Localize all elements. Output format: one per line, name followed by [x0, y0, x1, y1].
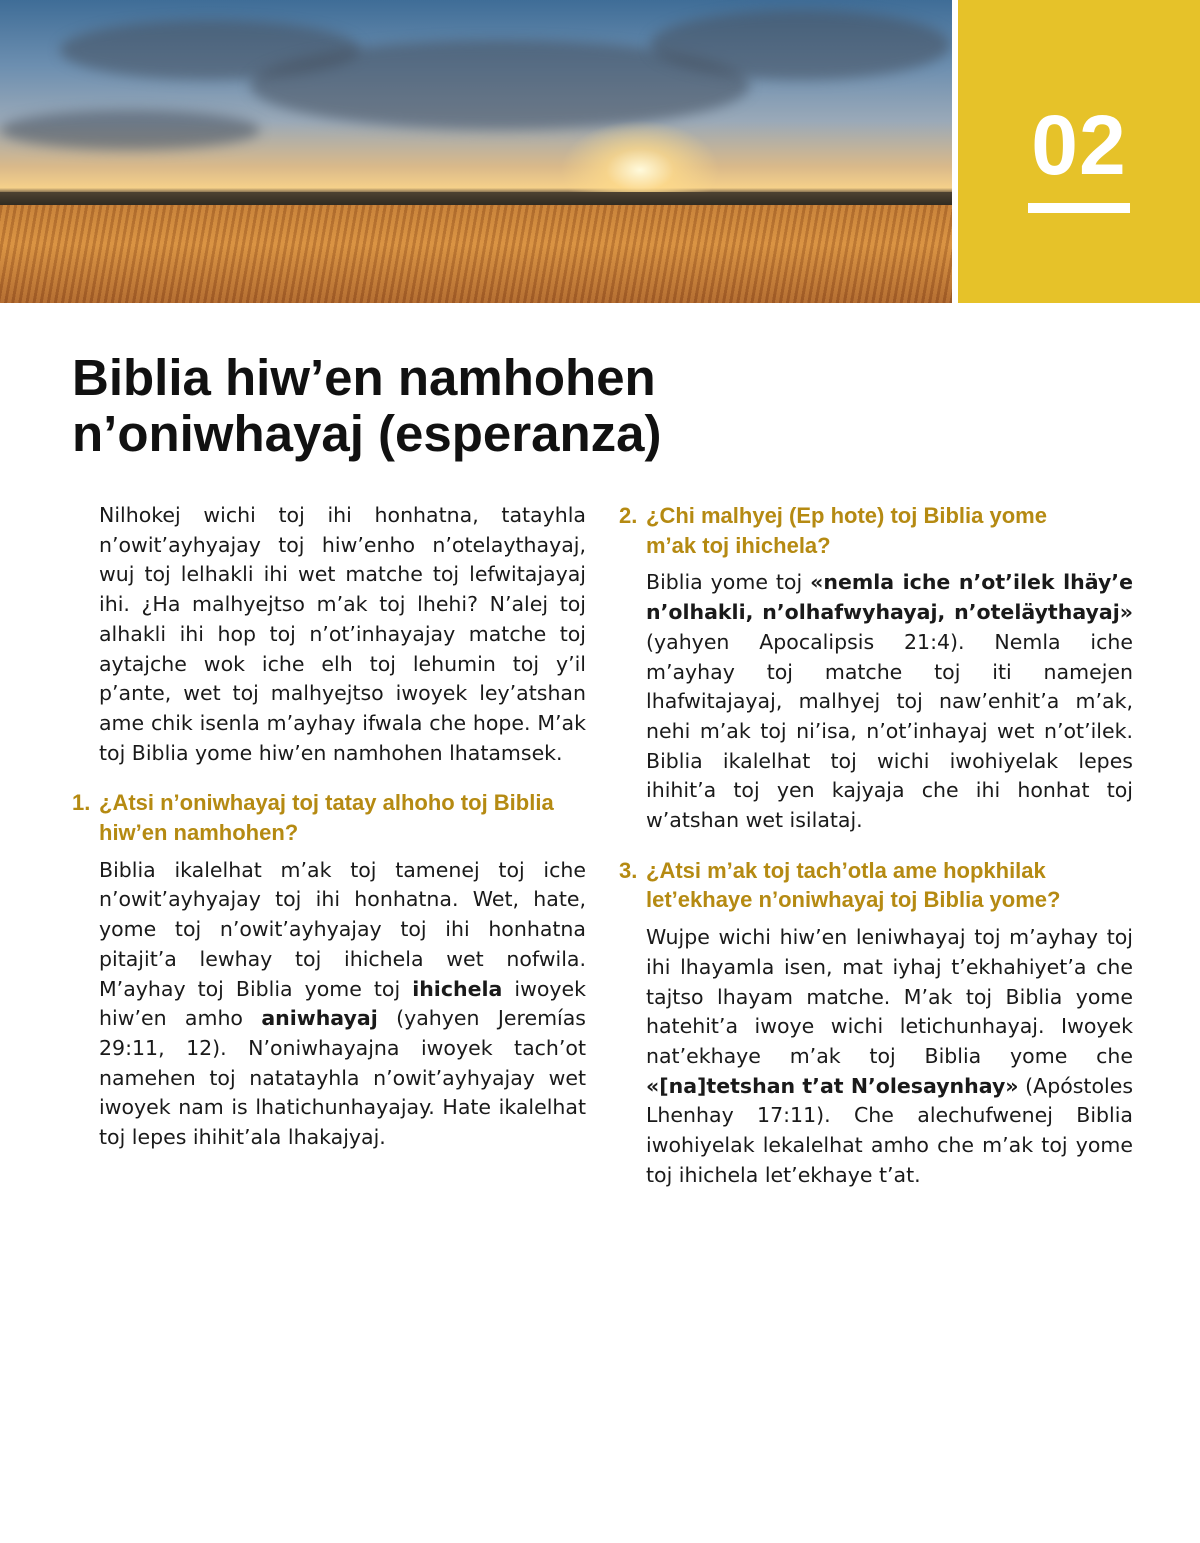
- question-3: [619, 856, 1133, 915]
- question-text: ¿Atsi n’oniwhayaj toj tatay alhoho toj Biblia hiw’en namhohen?: [99, 790, 554, 846]
- horizon: [0, 192, 952, 206]
- left-column: [72, 501, 586, 1153]
- question-number: 3.: [619, 857, 638, 883]
- text: iwoyek hiw’en amho: [99, 976, 586, 1031]
- question-number: 1.: [72, 790, 91, 816]
- header-photo-sunset-wheat-field: [0, 0, 952, 303]
- bold-text: «[na]tetshan t’at N’olesaynhay»: [646, 1073, 1019, 1098]
- chapter-underline: [1028, 203, 1130, 213]
- text: Biblia ikalelhat m’ak toj tamenej toj iche n’owit’ayhyajay toj ihi honhatna. Wet, hate, yome toj n’owit’ayhyajay toj ihi honhatna pitajit’a lewhay toj ihichela wet nofwila. M’ayhay toj Biblia yome toj: [99, 857, 586, 1001]
- bold-text: aniwhayaj: [261, 1006, 378, 1031]
- title-line-2: n’oniwhayaj (esperanza): [72, 405, 662, 462]
- cloud: [0, 110, 260, 150]
- cloud: [650, 10, 950, 80]
- page-title: [72, 350, 772, 462]
- intro-paragraph: Nilhokej wichi toj ihi honhatna, tatayhla n’owit’ayhyajay toj hiw’enho n’otelaythayaj, wuj toj lelhakli ihi wet matche toj lefwitajayaj ihi. ¿Ha malhyejtso m’ak toj lhehi? N’alej toj alhakli ihi hop toj n’ot’inhayajay matche toj aytajche wok iche elh toj lehumin toj y’il p’ante, wet toj malhyejtso iwoyek ley’atshan ame chik isenla m’ayhay ifwala che hope. M’ak toj Biblia yome hiw’en namhohen lhatamsek.: [99, 503, 586, 765]
- answer-1-paragraph: [72, 856, 586, 1153]
- right-column: [619, 501, 1133, 1190]
- text: (yahyen Apocalipsis 21:4). Nemla iche m’ayhay toj matche toj iti namejen lhafwitajayaj, malhyej toj naw’enhit’a m’ak, nehi m’ak toj ni’isa, n’ot’inhayaj wet n’ot’ilek. Biblia ikalelhat toj wichi iwohiyelak lepes ihihit’a toj yen kajyaja che ihi honhat toj w’atshan wet isilataj.: [646, 629, 1133, 833]
- chapter-badge: [958, 0, 1200, 303]
- title-line-1: Biblia hiw’en namhohen: [72, 349, 656, 406]
- wheat-field: [0, 205, 952, 303]
- text: (yahyen Jeremías 29:11, 12). N’oniwhayajna iwoyek tach’ot namehen toj natatayhla n’owit’ayhyajay wet iwoyek nam is lhatichunhayajay. Hate ikalelhat toj lepes ihihit’ala lhakajyaj.: [99, 1006, 586, 1150]
- bold-text: «nemla iche n’ot’ilek lhäy’e n’olhakli, n’olhafwyhayaj, n’oteläythayaj»: [646, 570, 1134, 625]
- text: (Apóstoles Lhenhay 17:11). Che alechufwenej Biblia iwohiyelak lekalelhat amho che m’ak toj yome toj ihichela let’ekhaye t’at.: [646, 1073, 1134, 1187]
- question-text: ¿Atsi m’ak toj tach’otla ame hopkhilak let’ekhaye n’oniwhayaj toj Biblia yome?: [646, 857, 1061, 913]
- text: Biblia yome toj: [646, 570, 811, 595]
- answer-2-paragraph: [619, 568, 1133, 835]
- question-text: ¿Chi malhyej (Ep hote) toj Biblia yome m’ak toj ihichela?: [646, 503, 1047, 558]
- text: Wujpe wichi hiw’en leniwhayaj toj m’ayhay toj ihi lhayamla isen, mat iyhaj t’ekhahiyet’a che tajtso lhayam matche. M’ak toj Biblia yome hatehit’a iwoye wichi letichunhayaj. Iwoyek nat’ekhaye m’ak toj Biblia yome che: [646, 925, 1133, 1068]
- chapter-number: 02: [1031, 98, 1127, 192]
- question-1: [72, 788, 586, 847]
- question-number: 2.: [619, 503, 638, 528]
- answer-3-paragraph: [619, 923, 1133, 1190]
- bold-text: ihichela: [412, 976, 503, 1001]
- question-2: [619, 501, 1133, 560]
